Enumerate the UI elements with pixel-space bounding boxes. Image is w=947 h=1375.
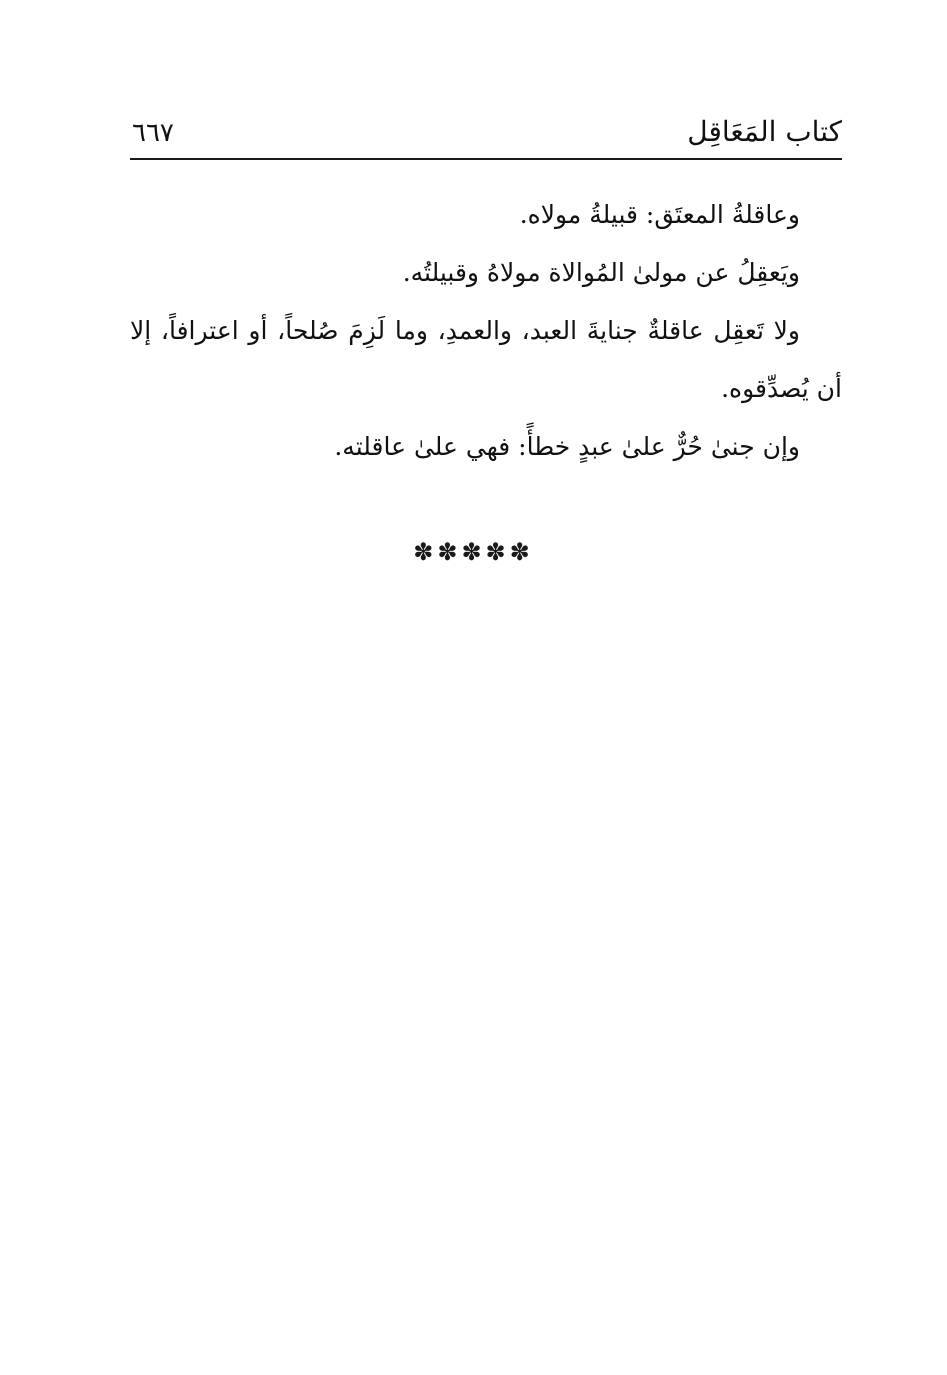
paragraph: ولا تَعقِل عاقلةٌ جنايةَ العبد، والعمدِ، وما لَزِمَ صُلحاً، أو اعترافاً، إلا أن يُصدِّقوه. [130, 316, 842, 403]
running-title: كتاب المَعَاقِل [687, 115, 842, 148]
page-header [130, 112, 842, 160]
paragraph: ويَعقِلُ عن مولىٰ المُوالاة مولاهُ وقبيلتُه. [402, 258, 800, 287]
page-number: ٦٦٧ [132, 118, 174, 148]
paragraph: وإن جنىٰ حُرٌّ علىٰ عبدٍ خطأً: فهي علىٰ عاقلته. [334, 432, 800, 461]
paragraph: وعاقلةُ المعتَق: قبيلةُ مولاه. [519, 200, 800, 229]
section-end-ornament: ✽✽✽✽✽ [413, 538, 534, 566]
body-text [130, 186, 842, 476]
